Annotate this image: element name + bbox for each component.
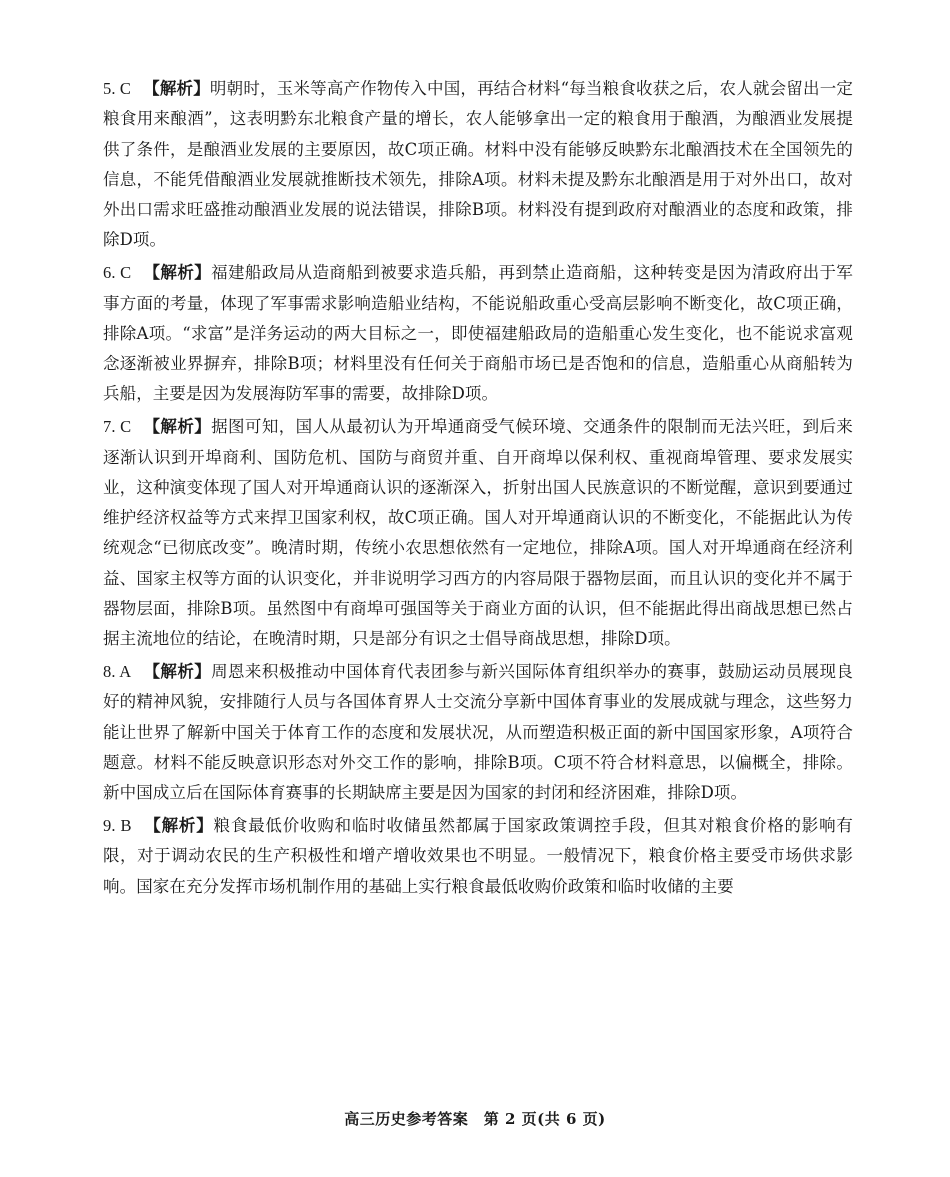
answer-item-8 [103,657,853,808]
answer-item-7 [103,412,853,654]
question-number: 8. A [103,662,132,682]
question-number: 5. C [103,79,132,98]
analysis-text: 粮食最低价收购和临时收储虽然都属于国家政策调控手段，但其对粮食价格的影响有限，对于调动农民的生产积极性和增产增收效果也不明显。一般情况下，粮食价格主要受市场供求影响。国家在充分发挥市场机制作用的基础上实行粮食最低收购价政策和临时收储的主要 [103,816,854,896]
answer-item-9 [103,811,853,902]
analysis-tag: 【解析】 [143,79,210,98]
question-number: 7. C [103,417,132,437]
analysis-text: 周恩来积极推动中国体育代表团参与新兴国际体育组织举办的赛事，鼓励运动员展现良好的精神风貌，安排随行人员与各国体育界人士交流分享新中国体育事业的发展成就与理念，这些努力能让世界了解新中国关于体育工作的态度和发展状况，从而塑造积极正面的新中国国家形象，A项符合题意。材料不能反映意识形态对外交工作的影响，排除B项。C项不符合材料意思，以偏概全，排除。新中国成立后在国际体育赛事的长期缺席主要是因为国家的封闭和经济困难，排除D项。 [103,662,854,803]
analysis-text: 据图可知，国人从最初认为开埠通商受气候环境、交通条件的限制而无法兴旺，到后来逐渐认识到开埠商利、国防危机、国防与商贸并重、自开商埠以保利权、重视商埠管理、要求发展实业，这种演变体现了国人对开埠通商认识的逐渐深入，折射出国人民族意识的不断觉醒，意识到要通过维护经济权益等方式来捍卫国家利权，故C项正确。国人对开埠通商认识的不断变化，不能据此认为传统观念“已彻底改变”。晚清时期，传统小农思想依然有一定地位，排除A项。国人对开埠通商在经济利益、国家主权等方面的认识变化，并非说明学习西方的内容局限于器物层面，而且认识的变化并不属于器物层面，排除B项。虽然图中有商埠可强国等关于商业方面的认识，但不能据此得出商战思想已然占据主流地位的结论，在晚清时期，只是部分有识之士倡导商战思想，排除D项。 [103,417,854,649]
analysis-tag: 【解析】 [143,263,212,283]
analysis-tag: 【解析】 [143,417,212,437]
analysis-tag: 【解析】 [143,816,214,836]
page-footer: 高三历史参考答案 第 2 页(共 6 页) [344,1110,606,1128]
analysis-text: 明朝时，玉米等高产作物传入中国，再结合材料“每当粮食收获之后，农人就会留出一定粮食用来酿酒”，这表明黔东北粮食产量的增长，农人能够拿出一定的粮食用于酿酒，为酿酒业发展提供了条件，是酿酒业发展的主要原因，故C项正确。材料中没有能够反映黔东北酿酒技术在全国领先的信息，不能凭借酿酒业发展就推断技术领先，排除A项。材料未提及黔东北酿酒是用于对外出口，故对外出口需求旺盛推动酿酒业发展的说法错误，排除B项。材料没有提到政府对酿酒业的态度和政策，排除D项。 [103,79,854,250]
answer-item-5 [103,74,853,256]
analysis-text: 福建船政局从造商船到被要求造兵船，再到禁止造商船，这种转变是因为清政府出于军事方面的考量，体现了军事需求影响造船业结构，不能说船政重心受高层影响不断变化，故C项正确，排除A项。“求富”是洋务运动的两大目标之一，即使福建船政局的造船重心发生变化，也不能说求富观念逐渐被业界摒弃，排除B项；材料里没有任何关于商船市场已是否饱和的信息，造船重心从商船转为兵船，主要是因为发展海防军事的需要，故排除D项。 [103,263,854,404]
analysis-tag: 【解析】 [143,662,212,682]
answer-list [103,74,853,905]
question-number: 9. B [103,816,132,836]
question-number: 6. C [103,263,132,283]
answer-item-6 [103,258,853,409]
